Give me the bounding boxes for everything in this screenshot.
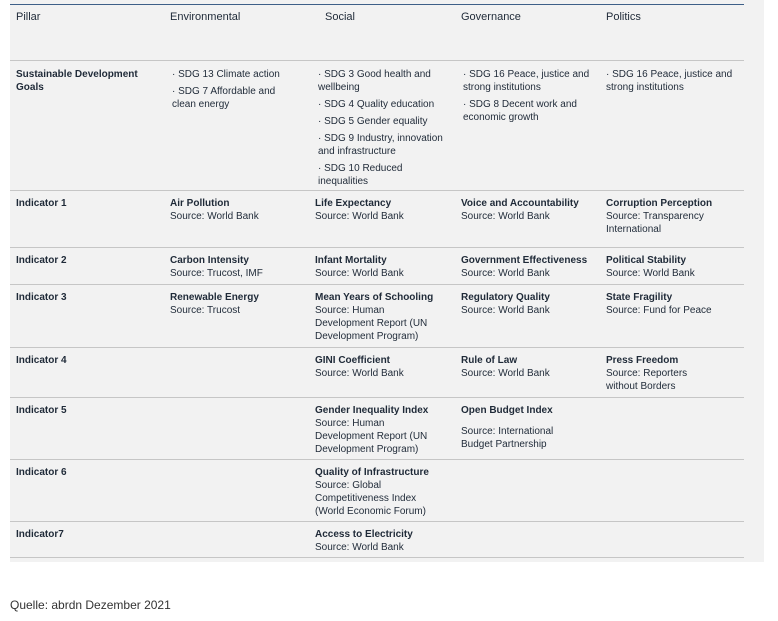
indicator-label: Indicator 1 xyxy=(16,198,67,209)
sdg-item: · SDG 5 Gender equality xyxy=(318,116,428,127)
sdg-item: · SDG 16 Peace, justice and strong institutions xyxy=(606,69,733,93)
indicator-label: Indicator 5 xyxy=(16,405,67,416)
row-divider xyxy=(10,284,744,285)
sdg-item: · SDG 16 Peace, justice and strong institutions xyxy=(463,69,590,93)
indicator-cell xyxy=(461,354,596,380)
indicator-cell xyxy=(606,354,706,393)
indicator-source: Source: Human Development Report (UN Development Program) xyxy=(315,305,428,342)
pillar-table xyxy=(10,0,764,562)
indicator-cell xyxy=(170,254,305,280)
header-rule xyxy=(10,4,744,5)
indicator-label: Indicator 3 xyxy=(16,292,67,303)
indicator-name: Gender Inequality Index xyxy=(315,405,429,416)
indicator-name: Mean Years of Schooling xyxy=(315,292,434,303)
indicator-name: Infant Mortality xyxy=(315,255,387,266)
indicator-label: Indicator7 xyxy=(16,529,64,540)
indicator-label: Indicator 2 xyxy=(16,255,67,266)
indicator-source: Source: Trucost, IMF xyxy=(170,268,263,279)
row-divider xyxy=(10,397,744,398)
indicator-name: Quality of Infrastructure xyxy=(315,467,429,478)
indicator-name: State Fragility xyxy=(606,292,673,303)
header-politics: Politics xyxy=(606,11,641,23)
indicator-source: Source: Fund for Peace xyxy=(606,305,712,316)
sdg-item: · SDG 7 Affordable and clean energy xyxy=(172,86,276,110)
indicator-source: Source: World Bank xyxy=(461,268,550,279)
indicator-cell xyxy=(461,291,596,317)
indicator-source: Source: Trucost xyxy=(170,305,241,316)
header-environmental: Environmental xyxy=(170,11,241,23)
indicator-source: Source: World Bank xyxy=(315,368,404,379)
indicator-cell xyxy=(606,197,724,236)
indicator-source: Source: World Bank xyxy=(606,268,695,279)
indicator-name: Press Freedom xyxy=(606,355,679,366)
indicator-label: Indicator 4 xyxy=(16,355,67,366)
indicator-name: Regulatory Quality xyxy=(461,292,550,303)
sdg-politics-list xyxy=(606,68,734,98)
header-social: Social xyxy=(325,11,355,23)
row-divider xyxy=(10,190,744,191)
row-divider xyxy=(10,60,744,61)
indicator-source: Source: World Bank xyxy=(315,211,404,222)
indicator-cell xyxy=(315,528,450,554)
sdg-item: · SDG 10 Reduced inequalities xyxy=(318,163,403,187)
indicator-cell xyxy=(606,291,731,317)
indicator-label: Indicator 6 xyxy=(16,467,67,478)
indicator-source: Source: World Bank xyxy=(461,211,550,222)
indicator-name: Voice and Accountability xyxy=(461,198,579,209)
indicator-cell xyxy=(461,197,596,223)
indicator-cell xyxy=(315,404,440,456)
indicator-name: Access to Electricity xyxy=(315,529,413,540)
indicator-source: Source: Global Competitiveness Index (World Economic Forum) xyxy=(315,480,426,517)
indicator-name: Air Pollution xyxy=(170,198,230,209)
indicator-source: Source: Human Development Report (UN Development Program) xyxy=(315,418,428,455)
indicator-name: Carbon Intensity xyxy=(170,255,249,266)
indicator-name: Government Effectiveness xyxy=(461,255,588,266)
indicator-name: Corruption Perception xyxy=(606,198,713,209)
indicator-source: Source: World Bank xyxy=(315,268,404,279)
indicator-name: Life Expectancy xyxy=(315,198,392,209)
sdg-row-label: Sustainable Development Goals xyxy=(16,69,138,93)
indicator-name: Political Stability xyxy=(606,255,687,266)
indicator-source: Source: Reporters without Borders xyxy=(606,368,688,392)
indicator-cell xyxy=(606,254,724,280)
sdg-social-list xyxy=(318,68,450,192)
indicator-source: Source: International Budget Partnership xyxy=(461,426,554,450)
indicator-source: Source: Transparency International xyxy=(606,211,704,235)
indicator-name: Open Budget Index xyxy=(461,405,553,416)
indicator-source: Source: World Bank xyxy=(461,368,550,379)
indicator-cell xyxy=(461,404,573,451)
sdg-environmental-list xyxy=(172,68,292,115)
sdg-item: · SDG 8 Decent work and economic growth xyxy=(463,99,577,123)
source-footnote: Quelle: abrdn Dezember 2021 xyxy=(10,598,171,612)
indicator-name: Rule of Law xyxy=(461,355,518,366)
row-divider xyxy=(10,459,744,460)
indicator-name: GINI Coefficient xyxy=(315,355,391,366)
row-divider xyxy=(10,247,744,248)
row-divider xyxy=(10,347,744,348)
indicator-cell xyxy=(315,466,440,518)
header-pillar: Pillar xyxy=(16,11,41,23)
indicator-cell xyxy=(315,254,450,280)
indicator-source: Source: World Bank xyxy=(170,211,259,222)
sdg-item: · SDG 4 Quality education xyxy=(318,99,435,110)
sdg-item: · SDG 3 Good health and wellbeing xyxy=(318,69,431,93)
indicator-name: Renewable Energy xyxy=(170,292,259,303)
indicator-cell xyxy=(461,254,601,280)
indicator-cell xyxy=(170,291,305,317)
indicator-source: Source: World Bank xyxy=(461,305,550,316)
indicator-cell xyxy=(315,291,440,343)
indicator-cell xyxy=(170,197,305,223)
sdg-item: · SDG 9 Industry, innovation and infrastructure xyxy=(318,133,443,157)
indicator-cell xyxy=(315,354,450,380)
row-divider xyxy=(10,521,744,522)
indicator-source: Source: World Bank xyxy=(315,542,404,553)
header-governance: Governance xyxy=(461,11,521,23)
sdg-governance-list xyxy=(463,68,591,128)
sdg-item: · SDG 13 Climate action xyxy=(172,69,280,80)
row-divider xyxy=(10,557,744,558)
indicator-cell xyxy=(315,197,450,223)
